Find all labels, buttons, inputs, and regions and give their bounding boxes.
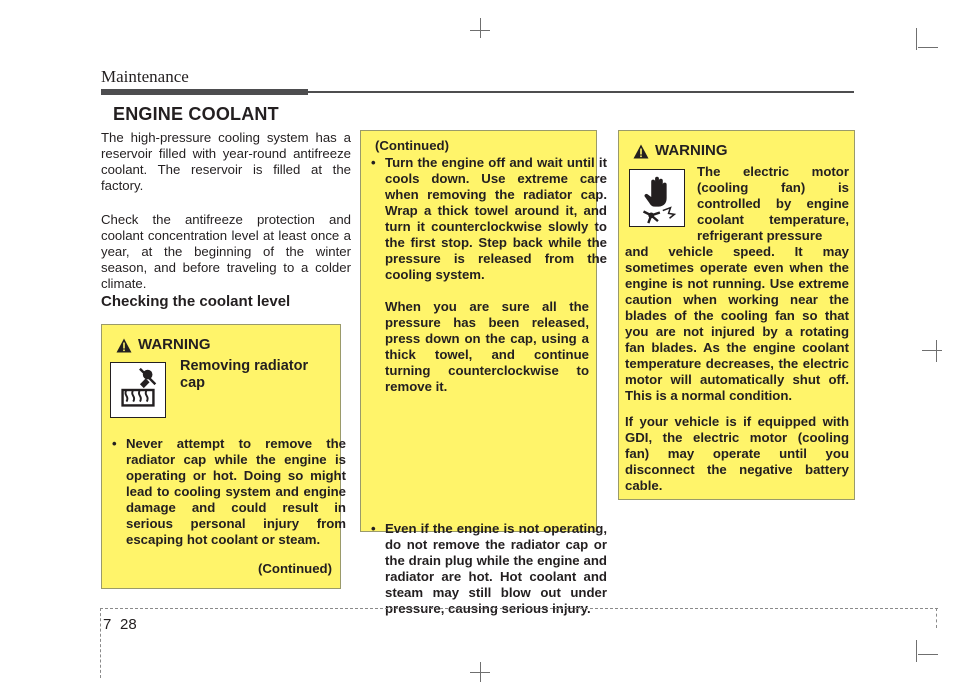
crop-mark-right-center-h (922, 350, 942, 351)
warning-2-lead: The electric motor (cooling fan) is controlled by engine coolant temperature, refrigerant pressure (697, 164, 849, 243)
crop-mark-top-right-v (916, 28, 917, 50)
crop-mark-top-right-h (918, 47, 938, 48)
warning-1-bullet: • Never attempt to remove the radiator cap while the engine is operating or hot. Doing so might lead to cooling system and engine damage and could result in serious personal injury from escaping hot coolant or steam. (108, 436, 346, 548)
page-title: ENGINE COOLANT (113, 104, 279, 124)
crop-mark-right-center-v (936, 340, 937, 362)
warning-heading-2 (633, 143, 728, 159)
warning-2-gdi: If your vehicle is if equipped with GDI, the electric motor (cooling fan) may operate until you disconnect the negative battery cable. (625, 414, 849, 493)
subheading: Checking the coolant level (101, 293, 291, 310)
continued-heading: (Continued) (375, 138, 449, 153)
crop-mark-bottom-right-h (918, 654, 938, 655)
header-rule-thick (101, 89, 308, 95)
warning-caption-1: Removing radiator cap (180, 358, 309, 391)
warning-heading-text-1: WARNING (138, 336, 211, 353)
crop-mark-bottom-center-h (470, 672, 490, 673)
continued-bullet-1: • Turn the engine off and wait until it cools down. Use extreme care when removing the radiator cap. Wrap a thick towel around it, and turn it counterclockwise slowly to the first stop. Step back while the pressure is released from the cooling system. (367, 155, 607, 283)
warning-triangle-icon (116, 338, 132, 353)
footer-divider-left (100, 608, 101, 678)
warning-heading-1 (116, 337, 211, 353)
crop-mark-top-center-h (470, 30, 490, 31)
continued-bullet-2: • Even if the engine is not operating, do not remove the radiator cap or the drain plug while the engine and radiator are hot. Hot coolant and steam may still blow out under pressure, causing serious injury. (367, 521, 607, 617)
chapter-number: 7 (103, 616, 112, 633)
radiator-cap-hot-icon (110, 362, 166, 418)
header-rule-thin (308, 91, 854, 93)
intro-paragraph-2: Check the antifreeze protection and coolant concentration level at least once a year, at the beginning of the winter season, and before traveling to a colder climate. (101, 212, 351, 291)
footer-divider-right (936, 608, 937, 628)
warning-triangle-icon (633, 144, 649, 159)
warning-box-continued (360, 130, 607, 616)
continued-label: (Continued) (258, 561, 332, 576)
crop-mark-top-center-v (480, 18, 481, 38)
crop-mark-bottom-right-v (916, 640, 917, 662)
hand-fan-warning-icon (629, 169, 685, 227)
intro-paragraph-1: The high-pressure cooling system has a reservoir filled with year-round antifreeze coolant. The reservoir is filled at the factory. (101, 130, 351, 193)
footer-rule (100, 608, 938, 609)
warning-heading-text-2: WARNING (655, 142, 728, 159)
section-name: Maintenance (101, 67, 189, 86)
warning-box-cooling-fan (618, 130, 855, 500)
continued-paragraph: When you are sure all the pressure has been released, press down on the cap, using a thick towel, and continue turning counterclockwise to remove it. (385, 299, 589, 394)
warning-2-body: and vehicle speed. It may sometimes operate even when the engine is not running. Use extreme caution when working near the blades of the cooling fan so that you are not injured by a rotating fan blades. As the engine coolant temperature decreases, the electric motor will automatically shut off. This is a normal condition. (625, 244, 849, 403)
warning-box-radiator-cap (101, 324, 346, 589)
page-number: 28 (120, 616, 137, 633)
